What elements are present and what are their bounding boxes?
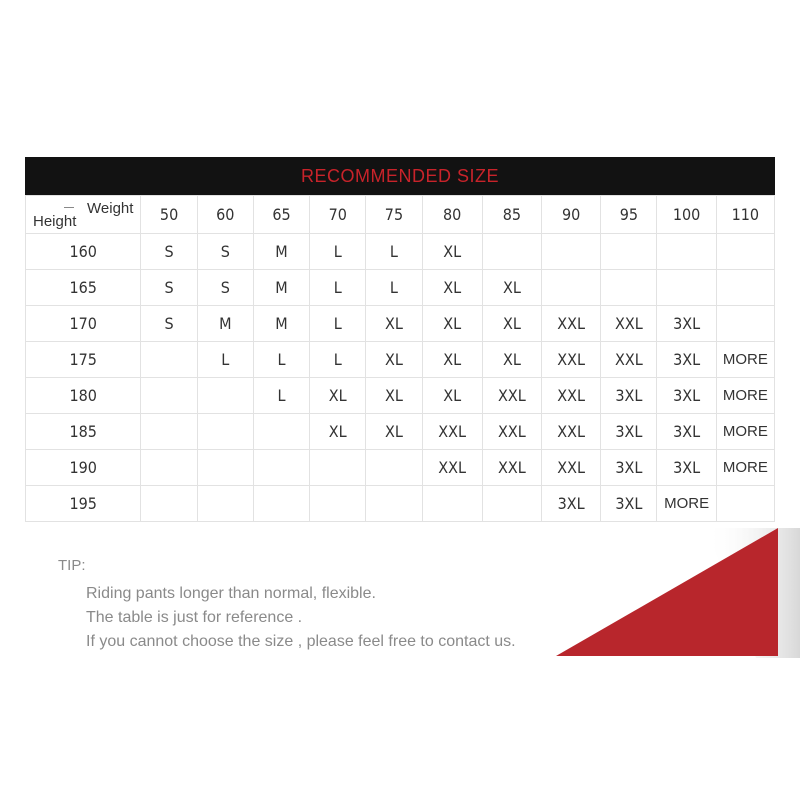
- size-cell: S: [197, 270, 253, 306]
- size-cell: S: [197, 234, 253, 270]
- height-cell: 185: [26, 414, 141, 450]
- size-cell: L: [253, 342, 309, 378]
- size-cell: XXL: [482, 450, 541, 486]
- size-cell: [141, 342, 197, 378]
- size-cell: M: [253, 234, 309, 270]
- size-cell: XL: [310, 414, 366, 450]
- size-cell: L: [366, 234, 422, 270]
- size-cell: 3XL: [601, 414, 657, 450]
- size-cell: 3XL: [657, 450, 716, 486]
- size-cell: XL: [422, 270, 482, 306]
- size-cell: [716, 306, 774, 342]
- size-cell: XL: [482, 306, 541, 342]
- size-cell: MORE: [657, 486, 716, 522]
- size-chart: [25, 157, 775, 522]
- size-cell: [542, 270, 601, 306]
- weight-header-cell: 110: [716, 196, 774, 234]
- size-cell: [657, 234, 716, 270]
- size-cell: 3XL: [657, 414, 716, 450]
- table-row: [26, 378, 775, 414]
- red-corner-decoration: [556, 528, 800, 658]
- size-cell: [197, 378, 253, 414]
- size-cell: [542, 234, 601, 270]
- size-cell: 3XL: [657, 342, 716, 378]
- size-cell: [253, 486, 309, 522]
- size-cell: [141, 414, 197, 450]
- weight-header-cell: 50: [141, 196, 197, 234]
- size-cell: [197, 486, 253, 522]
- size-cell: XXL: [542, 306, 601, 342]
- size-cell: [366, 486, 422, 522]
- size-cell: 3XL: [601, 378, 657, 414]
- size-cell: MORE: [716, 378, 774, 414]
- size-cell: [716, 486, 774, 522]
- size-cell: XL: [422, 234, 482, 270]
- size-cell: [422, 486, 482, 522]
- height-cell: 165: [26, 270, 141, 306]
- size-cell: XXL: [482, 378, 541, 414]
- size-cell: MORE: [716, 450, 774, 486]
- size-cell: [141, 378, 197, 414]
- weight-header-row: [26, 196, 775, 234]
- weight-header-cell: 75: [366, 196, 422, 234]
- tip-line: If you cannot choose the size , please feel free to contact us.: [86, 633, 516, 650]
- size-cell: XXL: [542, 378, 601, 414]
- size-cell: XL: [366, 378, 422, 414]
- size-cell: [310, 450, 366, 486]
- size-cell: L: [366, 270, 422, 306]
- size-cell: XL: [482, 270, 541, 306]
- size-cell: 3XL: [657, 306, 716, 342]
- size-cell: [601, 234, 657, 270]
- size-cell: [197, 450, 253, 486]
- weight-header-cell: 80: [422, 196, 482, 234]
- size-cell: [716, 270, 774, 306]
- weight-header-cell: 90: [542, 196, 601, 234]
- table-row: [26, 414, 775, 450]
- size-cell: XXL: [601, 342, 657, 378]
- table-row: [26, 306, 775, 342]
- size-cell: XXL: [422, 414, 482, 450]
- chart-title: RECOMMENDED SIZE: [300, 165, 499, 186]
- corner-divider: [64, 207, 74, 208]
- size-cell: XXL: [482, 414, 541, 450]
- size-cell: 3XL: [657, 378, 716, 414]
- height-cell: 160: [26, 234, 141, 270]
- table-row: [26, 450, 775, 486]
- red-triangle-shape: [556, 528, 778, 656]
- size-cell: S: [141, 306, 197, 342]
- weight-header-cell: 95: [601, 196, 657, 234]
- size-cell: MORE: [716, 342, 774, 378]
- height-cell: 170: [26, 306, 141, 342]
- size-cell: XL: [422, 306, 482, 342]
- size-cell: XXL: [422, 450, 482, 486]
- tip-section: [58, 557, 516, 654]
- size-cell: [716, 234, 774, 270]
- size-cell: [253, 450, 309, 486]
- weight-axis-label: Weight: [87, 200, 134, 217]
- size-cell: S: [141, 270, 197, 306]
- size-cell: XL: [422, 378, 482, 414]
- size-cell: [310, 486, 366, 522]
- size-cell: XXL: [542, 450, 601, 486]
- size-cell: L: [310, 306, 366, 342]
- size-cell: XL: [422, 342, 482, 378]
- corner-header-cell: [26, 196, 141, 234]
- weight-header-cell: 85: [482, 196, 541, 234]
- size-cell: XL: [366, 306, 422, 342]
- height-cell: 195: [26, 486, 141, 522]
- table-row: [26, 486, 775, 522]
- size-cell: [482, 234, 541, 270]
- size-cell: S: [141, 234, 197, 270]
- chart-header: [25, 157, 775, 195]
- size-cell: L: [197, 342, 253, 378]
- size-cell: XXL: [601, 306, 657, 342]
- size-cell: L: [310, 234, 366, 270]
- size-cell: L: [253, 378, 309, 414]
- height-cell: 180: [26, 378, 141, 414]
- tip-line: The table is just for reference .: [86, 609, 303, 626]
- size-cell: 3XL: [601, 486, 657, 522]
- size-cell: XL: [310, 378, 366, 414]
- size-cell: [197, 414, 253, 450]
- weight-header-cell: 70: [310, 196, 366, 234]
- tip-title: TIP:: [58, 557, 86, 574]
- tip-line: Riding pants longer than normal, flexible.: [86, 585, 376, 602]
- weight-header-cell: 60: [197, 196, 253, 234]
- size-cell: XL: [366, 414, 422, 450]
- size-cell: L: [310, 342, 366, 378]
- height-axis-label: Height: [33, 213, 77, 230]
- table-row: [26, 270, 775, 306]
- size-cell: 3XL: [601, 450, 657, 486]
- size-table: [25, 195, 775, 522]
- size-cell: [141, 450, 197, 486]
- size-cell: [141, 486, 197, 522]
- height-cell: 175: [26, 342, 141, 378]
- size-cell: XXL: [542, 342, 601, 378]
- size-cell: M: [197, 306, 253, 342]
- size-cell: XL: [482, 342, 541, 378]
- size-cell: [253, 414, 309, 450]
- size-cell: XXL: [542, 414, 601, 450]
- size-cell: 3XL: [542, 486, 601, 522]
- table-row: [26, 342, 775, 378]
- weight-header-cell: 100: [657, 196, 716, 234]
- size-cell: M: [253, 270, 309, 306]
- size-cell: [366, 450, 422, 486]
- size-cell: M: [253, 306, 309, 342]
- size-cell: [657, 270, 716, 306]
- size-cell: [601, 270, 657, 306]
- size-cell: [482, 486, 541, 522]
- size-cell: MORE: [716, 414, 774, 450]
- size-cell: L: [310, 270, 366, 306]
- size-cell: XL: [366, 342, 422, 378]
- height-cell: 190: [26, 450, 141, 486]
- table-row: [26, 234, 775, 270]
- weight-header-cell: 65: [253, 196, 309, 234]
